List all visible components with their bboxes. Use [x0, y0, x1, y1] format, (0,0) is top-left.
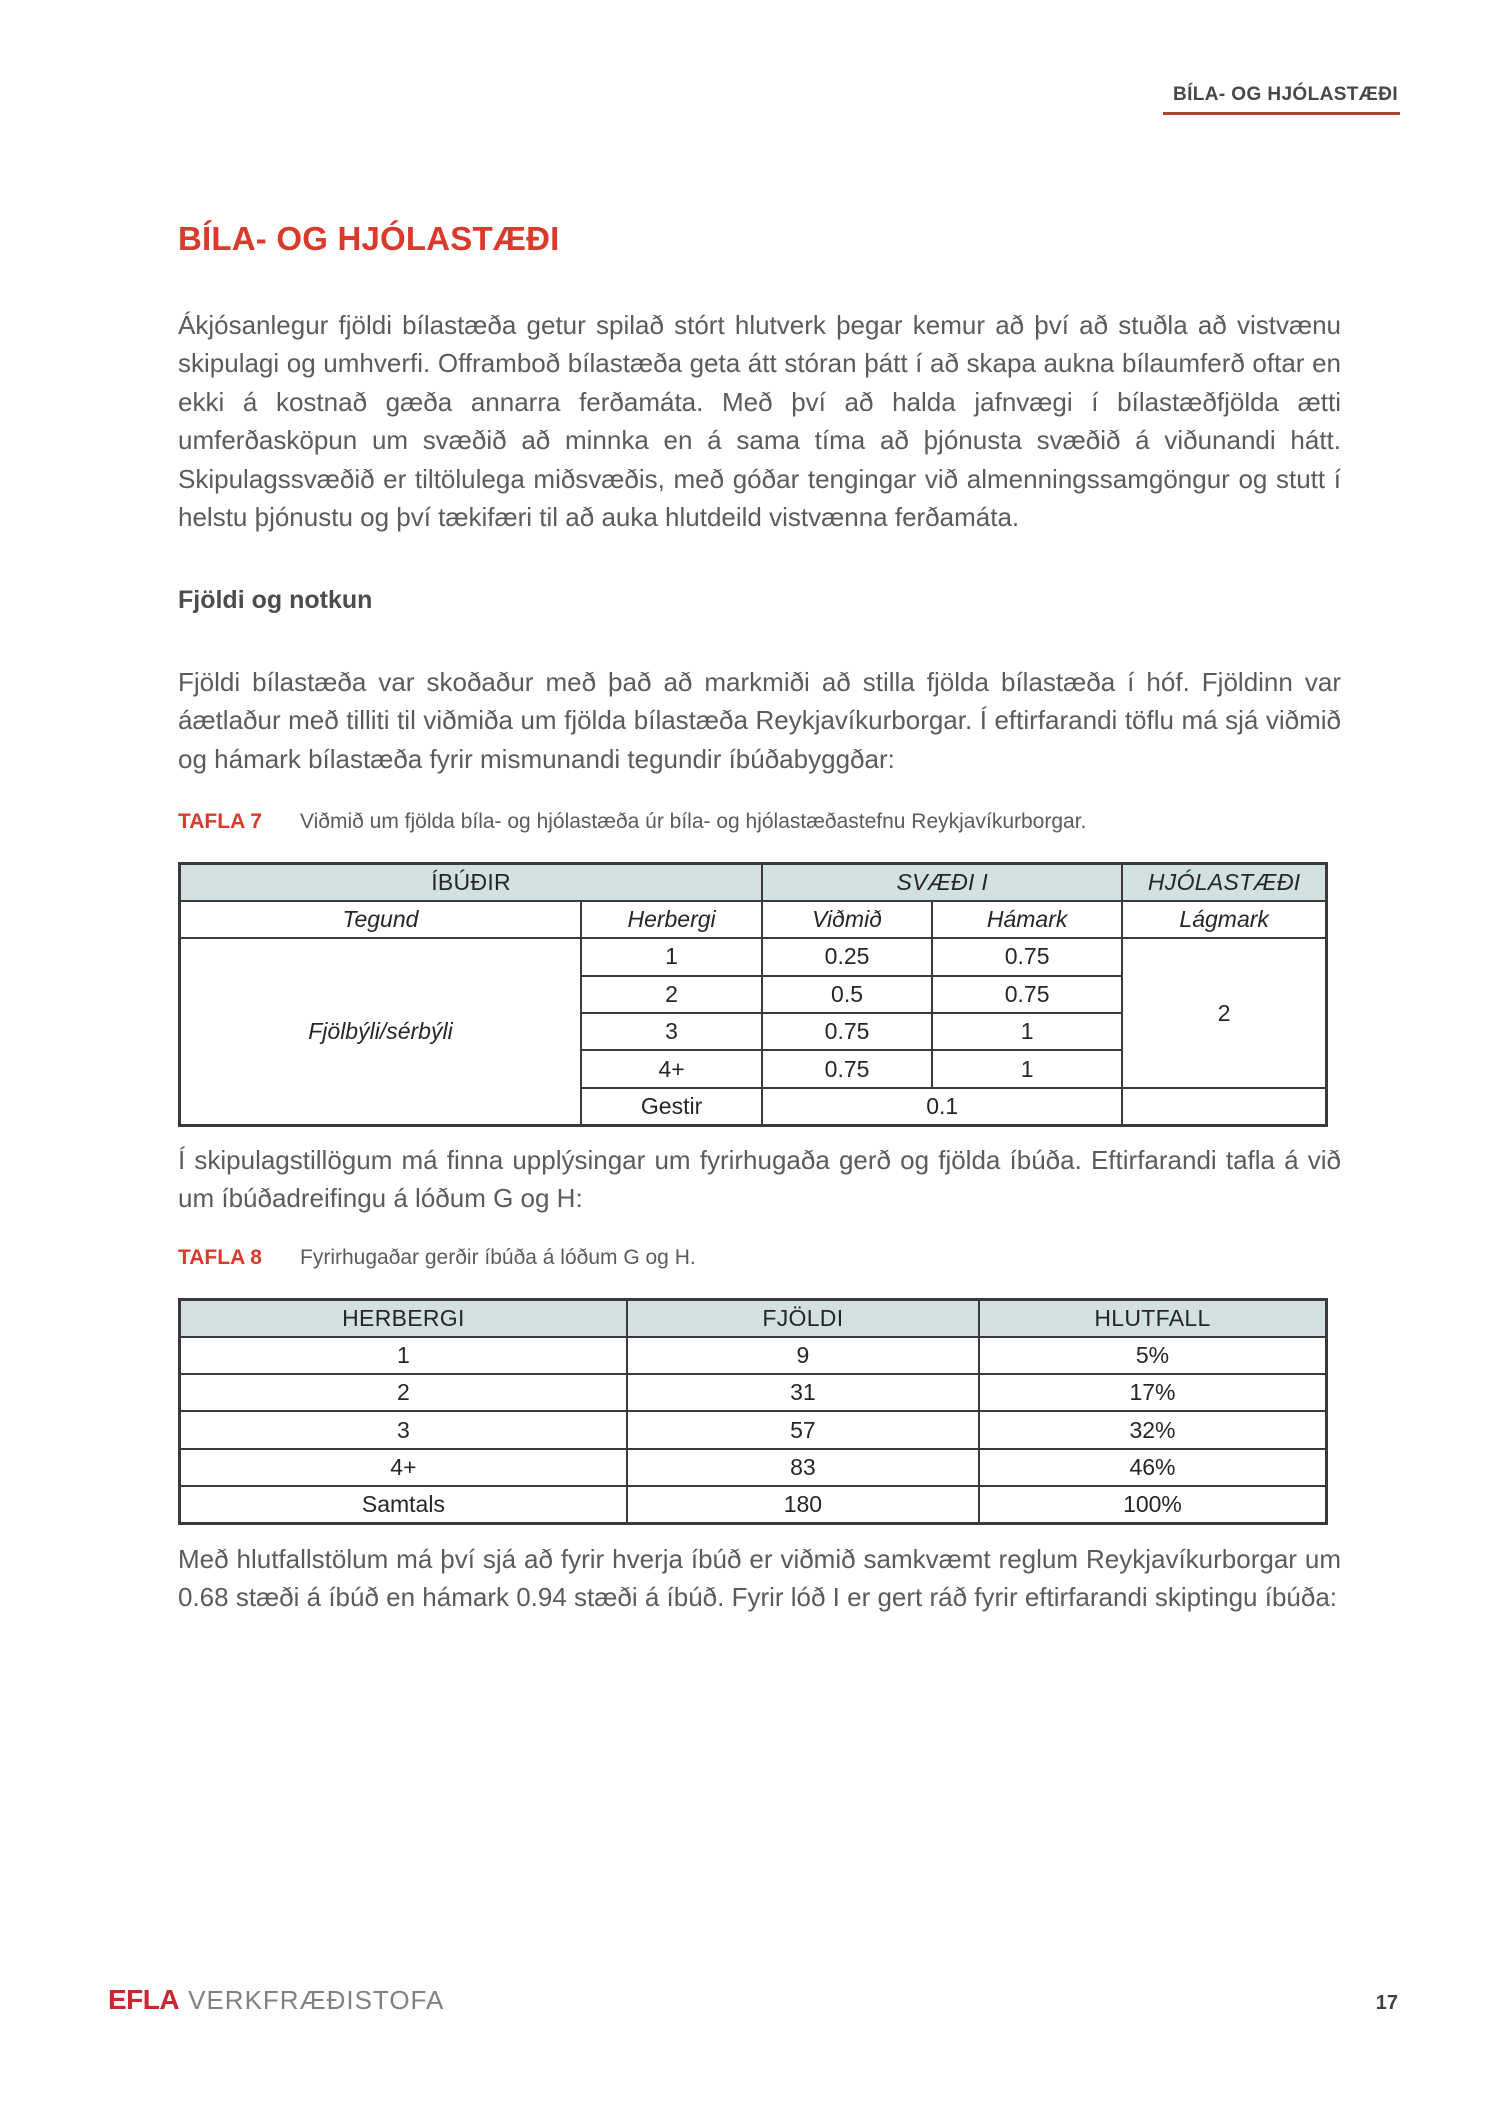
page-title: BÍLA- OG HJÓLASTÆÐI [178, 220, 560, 257]
paragraph-distribution: Í skipulagstillögum má finna upplýsingar um fyrirhugaða gerð og fjölda íbúða. Eftirfarandi tafla á við um íbúðadreifingu á lóðum G og H: [178, 1145, 1341, 1214]
table-row-total [180, 1486, 1327, 1523]
paragraph-ratio-summary: Með hlutfallstölum má því sjá að fyrir hverja íbúð er viðmið samkvæmt reglum Reykjavíkurborgar um 0.68 stæði á íbúð en hámark 0.94 stæði á íbúð. Fyrir lóð I er gert ráð fyrir eftirfarandi skiptingu íbúða: [178, 1544, 1341, 1613]
section-heading: Fjöldi og notkun [178, 586, 373, 614]
paragraph-count-usage: Fjöldi bílastæða var skoðaður með það að markmiði að stilla fjölda bílastæða í hóf. Fjöldinn var áætlaður með tilliti til viðmiða um fjölda bílastæða Reykjavíkurborgar. Í eftirfarandi töflu má sjá viðmið og hámark bílastæða fyrir mismunandi tegundir íbúðabyggðar: [178, 667, 1341, 774]
table-row [180, 1374, 1327, 1411]
cell-herbergi: 4+ [581, 1050, 762, 1087]
cell-herbergi: 1 [581, 938, 762, 975]
cell-hlutfall: 5% [979, 1337, 1327, 1374]
cell-hamark: 1 [932, 1013, 1122, 1050]
table-unit-mix [178, 1298, 1328, 1525]
header-ibudir: ÍBÚÐIR [180, 864, 763, 901]
paragraph-intro: Ákjósanlegur fjöldi bílastæða getur spilað stórt hlutverk þegar kemur að því að stuðla að vistvænu skipulagi og umhverfi. Offramboð bílastæða geta átt stóran þátt í að skapa aukna bílaumferð oftar en ekki á kostnað gæða annarra ferðamáta. Með því að halda jafnvægi í bílastæðfjölda ætti umferðasköpun um svæðið að minnka en á sama tíma að þjónusta svæðið á viðunandi hátt. Skipulagssvæðið er tiltölulega miðsvæðis, með góðar tengingar við almenningssamgöngur og stutt í helstu þjónustu og því tækifæri til að auka hlutdeild vistvænna ferðamáta. [178, 310, 1341, 533]
table-row [180, 1337, 1327, 1374]
cell-herbergi: 2 [581, 976, 762, 1013]
table8-caption-text: Fyrirhugaðar gerðir íbúða á lóðum G og H. [300, 1246, 696, 1269]
cell-herbergi: 4+ [180, 1449, 627, 1486]
cell-herbergi: 3 [581, 1013, 762, 1050]
cell-herbergi: 1 [180, 1337, 627, 1374]
cell-fjoldi: 31 [627, 1374, 979, 1411]
header-svaedi: SVÆÐI I [762, 864, 1122, 901]
cell-bike-minimum: 2 [1122, 938, 1326, 1088]
table8-caption [178, 1246, 1341, 1270]
running-header: BÍLA- OG HJÓLASTÆÐI [1163, 84, 1400, 115]
efla-logo-subtitle: VERKFRÆÐISTOFA [188, 1985, 445, 2015]
table-parking-standards [178, 862, 1328, 1127]
efla-logo: EFLA [108, 1984, 180, 2015]
empty-cell [1122, 1088, 1326, 1125]
cell-guest-value: 0.1 [762, 1088, 1122, 1125]
subheader-lagmark: Lágmark [1122, 901, 1326, 938]
cell-vidmid: 0.5 [762, 976, 932, 1013]
cell-herbergi: 2 [180, 1374, 627, 1411]
header-herbergi: HERBERGI [180, 1300, 627, 1337]
cell-vidmid: 0.25 [762, 938, 932, 975]
cell-hlutfall: 17% [979, 1374, 1327, 1411]
table7-caption-label: TAFLA 7 [178, 810, 262, 833]
table8-caption-label: TAFLA 8 [178, 1246, 262, 1269]
cell-herbergi: 3 [180, 1411, 627, 1448]
table-row [180, 1411, 1327, 1448]
cell-hlutfall: 32% [979, 1411, 1327, 1448]
header-hjolastaedi: HJÓLASTÆÐI [1122, 864, 1326, 901]
cell-type-label: Fjölbýli/sérbýli [180, 938, 581, 1125]
table7-caption [178, 810, 1341, 834]
cell-fjoldi: 83 [627, 1449, 979, 1486]
subheader-tegund: Tegund [180, 901, 581, 938]
table-row [180, 864, 1327, 901]
cell-fjoldi: 9 [627, 1337, 979, 1374]
table-row [180, 938, 1327, 975]
subheader-herbergi: Herbergi [581, 901, 762, 938]
cell-vidmid: 0.75 [762, 1050, 932, 1087]
cell-fjoldi: 57 [627, 1411, 979, 1448]
page-footer [108, 1984, 1398, 2016]
cell-guest-label: Gestir [581, 1088, 762, 1125]
cell-total-hlutfall: 100% [979, 1486, 1327, 1523]
subheader-hamark: Hámark [932, 901, 1122, 938]
header-hlutfall: HLUTFALL [979, 1300, 1327, 1337]
page-number: 17 [1375, 1992, 1398, 2014]
table-row [180, 1300, 1327, 1337]
cell-hamark: 1 [932, 1050, 1122, 1087]
subheader-vidmid: Viðmið [762, 901, 932, 938]
header-fjoldi: FJÖLDI [627, 1300, 979, 1337]
table7-caption-text: Viðmið um fjölda bíla- og hjólastæða úr bíla- og hjólastæðastefnu Reykjavíkurborgar. [300, 810, 1087, 833]
cell-hamark: 0.75 [932, 976, 1122, 1013]
cell-total-label: Samtals [180, 1486, 627, 1523]
table-row [180, 1449, 1327, 1486]
cell-vidmid: 0.75 [762, 1013, 932, 1050]
cell-hamark: 0.75 [932, 938, 1122, 975]
cell-total-fjoldi: 180 [627, 1486, 979, 1523]
cell-hlutfall: 46% [979, 1449, 1327, 1486]
table-row [180, 901, 1327, 938]
